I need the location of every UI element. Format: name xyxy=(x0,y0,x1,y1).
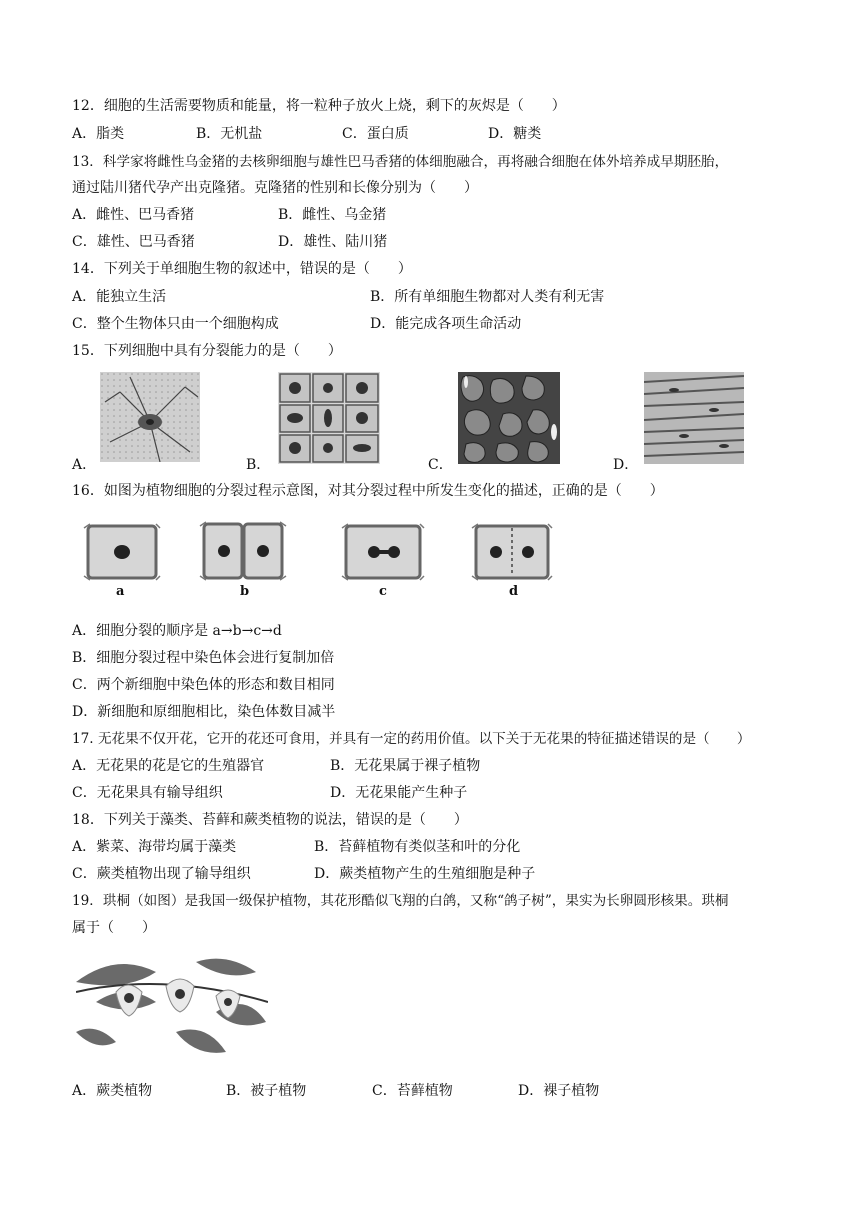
q17-option-d: D．无花果能产生种子 xyxy=(330,785,468,801)
q15-option-a: A． xyxy=(72,457,97,473)
cell-label-c: c xyxy=(379,584,387,599)
q18-option-d: D．蕨类植物产生的生殖细胞是种子 xyxy=(314,866,536,882)
q16-option-c: C．两个新细胞中染色体的形态和数目相同 xyxy=(72,677,335,693)
q17-stem: 17. 无花果不仅开花，它开的花还可食用，并具有一定的药用价值。以下关于无花果的特征描述错误的是（ ） xyxy=(72,731,751,747)
q16-option-a: A．细胞分裂的顺序是 a→b→c→d xyxy=(72,623,282,639)
q19-stem-line1: 19．珙桐（如图）是我国一级保护植物，其花形酷似飞翔的白鸽，又称“鸽子树”，果实为长卵圆形核果。珙桐 xyxy=(72,893,729,909)
q12-option-c: C．蛋白质 xyxy=(342,126,409,142)
q13-option-b: B．雌性、乌金猪 xyxy=(278,207,387,223)
muscle-tissue-image xyxy=(644,372,744,464)
cell-diagram-b xyxy=(198,518,288,584)
q19-option-b: B．被子植物 xyxy=(226,1083,307,1099)
q12-option-d: D．糖类 xyxy=(488,126,542,142)
cell-diagram-a xyxy=(82,520,162,584)
q15-option-c: C． xyxy=(428,457,453,473)
q19-option-d: D．裸子植物 xyxy=(518,1083,600,1099)
leaf-epidermis-image xyxy=(458,372,560,464)
q19-option-c: C．苔藓植物 xyxy=(372,1083,453,1099)
q18-option-a: A．紫菜、海带均属于藻类 xyxy=(72,839,237,855)
q13-option-c: C．雄性、巴马香猪 xyxy=(72,234,195,250)
cell-label-a: a xyxy=(116,584,125,599)
q15-option-b: B． xyxy=(246,457,271,473)
neuron-cell-image xyxy=(100,372,200,462)
q14-stem: 14．下列关于单细胞生物的叙述中，错误的是（ ） xyxy=(72,261,412,277)
q13-option-a: A．雌性、巴马香猪 xyxy=(72,207,195,223)
q18-stem: 18．下列关于藻类、苔藓和蕨类植物的说法，错误的是（ ） xyxy=(72,812,468,828)
q12-option-a: A．脂类 xyxy=(72,126,125,142)
q14-option-a: A．能独立生活 xyxy=(72,289,167,305)
q12-option-b: B．无机盐 xyxy=(196,126,263,142)
q13-option-d: D．雄性、陆川猪 xyxy=(278,234,388,250)
q19-stem-line2: 属于（ ） xyxy=(72,920,156,936)
q14-option-d: D．能完成各项生命活动 xyxy=(370,316,522,332)
q19-option-a: A．蕨类植物 xyxy=(72,1083,153,1099)
q16-option-d: D．新细胞和原细胞相比，染色体数目减半 xyxy=(72,704,336,720)
q12-stem: 12．细胞的生活需要物质和能量，将一粒种子放火上烧，剩下的灰烬是（ ） xyxy=(72,98,566,114)
dividing-cells-image xyxy=(278,372,380,464)
cell-label-b: b xyxy=(240,584,250,599)
cell-diagram-d xyxy=(470,520,554,584)
q17-option-c: C．无花果具有输导组织 xyxy=(72,785,223,801)
q15-option-d: D． xyxy=(613,457,639,473)
q14-option-b: B．所有单细胞生物都对人类有利无害 xyxy=(370,289,605,305)
q13-stem-line1: 13．科学家将雌性乌金猪的去核卵细胞与雄性巴马香猪的体细胞融合，再将融合细胞在体外培养成早期胚胎， xyxy=(72,154,729,170)
dove-tree-image xyxy=(76,952,268,1060)
q17-option-b: B．无花果属于裸子植物 xyxy=(330,758,481,774)
q16-option-b: B．细胞分裂过程中染色体会进行复制加倍 xyxy=(72,650,335,666)
q17-option-a: A．无花果的花是它的生殖器官 xyxy=(72,758,265,774)
cell-label-d: d xyxy=(509,584,519,599)
q18-option-b: B．苔藓植物有类似茎和叶的分化 xyxy=(314,839,521,855)
cell-diagram-c xyxy=(340,520,426,584)
q18-option-c: C．蕨类植物出现了输导组织 xyxy=(72,866,251,882)
q13-stem-line2: 通过陆川猪代孕产出克隆猪。克隆猪的性别和长像分别为（ ） xyxy=(72,180,478,196)
q15-stem: 15．下列细胞中具有分裂能力的是（ ） xyxy=(72,343,342,359)
q16-stem: 16．如图为植物细胞的分裂过程示意图，对其分裂过程中所发生变化的描述，正确的是（ ） xyxy=(72,483,664,499)
q14-option-c: C．整个生物体只由一个细胞构成 xyxy=(72,316,279,332)
